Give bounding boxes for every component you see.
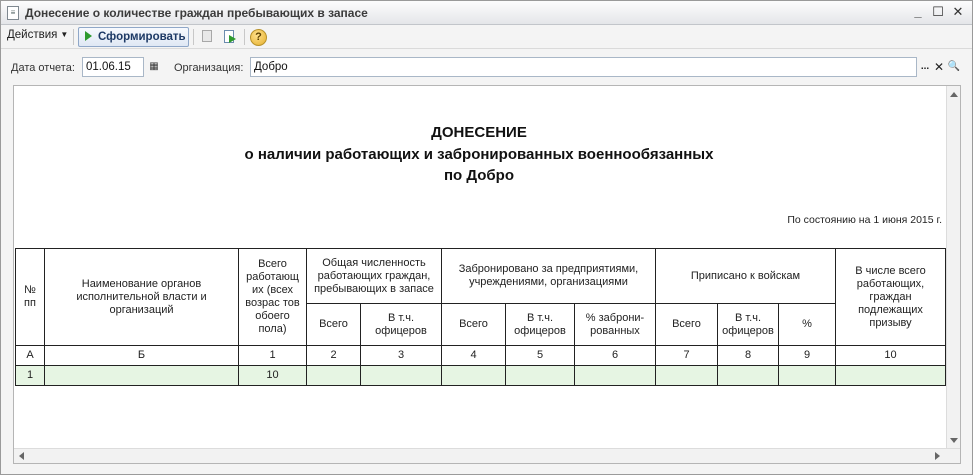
report-heading: ДОНЕСЕНИЕ [431, 124, 527, 141]
close-button[interactable]: ✕ [952, 4, 964, 19]
header-booked-percent: % заброни-рованных [575, 304, 656, 346]
table-cell[interactable] [506, 366, 575, 386]
header-booked-total: Всего [442, 304, 506, 346]
table-cell[interactable] [361, 366, 442, 386]
report-table [15, 248, 946, 386]
column-index: А [16, 346, 45, 366]
scroll-up-icon[interactable] [950, 92, 958, 97]
horizontal-scrollbar[interactable] [14, 448, 960, 463]
toolbar-separator [244, 29, 245, 45]
report-date-label: Дата отчета: [11, 62, 75, 74]
toolbar [1, 25, 972, 49]
play-icon [85, 31, 92, 41]
header-name: Наименование органов исполнительной власти и организаций [45, 249, 239, 346]
organization-label: Организация: [174, 62, 244, 74]
clear-icon[interactable]: ✕ [933, 60, 945, 74]
table-cell[interactable] [656, 366, 718, 386]
table-cell[interactable] [779, 366, 836, 386]
report-document[interactable] [13, 85, 961, 464]
header-booked-officers: В т.ч. офицеров [506, 304, 575, 346]
report-as-of-date: По состоянию на 1 июня 2015 г. [787, 214, 942, 226]
scroll-right-icon[interactable] [935, 452, 940, 460]
table-row[interactable] [16, 366, 946, 386]
toolbar-separator [193, 29, 194, 45]
table-cell[interactable] [442, 366, 506, 386]
column-index: 9 [779, 346, 836, 366]
open-icon[interactable]: 🔍 [947, 61, 961, 72]
chevron-down-icon: ▼ [60, 30, 69, 39]
column-index: Б [45, 346, 239, 366]
table-cell[interactable] [45, 366, 239, 386]
header-conscript: В числе всего работающих, граждан подлежащих призыву [836, 249, 946, 346]
actions-menu[interactable] [7, 29, 68, 41]
export-icon[interactable] [222, 29, 238, 45]
column-index-row [16, 346, 946, 366]
table-cell[interactable] [575, 366, 656, 386]
column-index: 6 [575, 346, 656, 366]
column-index: 10 [836, 346, 946, 366]
header-booked-group: Забронировано за предприятиями, учреждениями, организациями [442, 249, 656, 304]
filter-row [1, 50, 972, 82]
header-reserve-total: Всего [307, 304, 361, 346]
generate-button[interactable] [78, 27, 189, 47]
maximize-button[interactable]: ☐ [932, 4, 944, 19]
column-index: 3 [361, 346, 442, 366]
organization-field[interactable]: Добро [250, 57, 917, 77]
scroll-left-icon[interactable] [19, 452, 24, 460]
print-icon[interactable] [199, 29, 215, 45]
table-cell[interactable] [718, 366, 779, 386]
table-cell[interactable]: 1 [16, 366, 45, 386]
minimize-button[interactable]: _ [914, 4, 922, 19]
table-cell[interactable] [836, 366, 946, 386]
column-index: 5 [506, 346, 575, 366]
select-button[interactable]: ... [920, 61, 930, 72]
header-reserve-group: Общая численность работающих граждан, пребывающих в запасе [307, 249, 442, 304]
report-date-field[interactable]: 01.06.15 [82, 57, 144, 77]
calendar-icon[interactable]: ▦ [149, 61, 159, 72]
header-assigned-officers: В т.ч. офицеров [718, 304, 779, 346]
actions-menu-label: Действия [7, 29, 58, 41]
header-total: Всего работающ их (всех возрас тов обоего пола) [239, 249, 307, 346]
generate-button-label: Сформировать [98, 31, 186, 43]
vertical-scrollbar[interactable] [946, 86, 960, 449]
report-organization: по Добро [443, 167, 514, 184]
report-subheading: о наличии работающих и забронированных военнообязанных [244, 146, 714, 163]
column-index: 4 [442, 346, 506, 366]
table-cell[interactable]: 10 [239, 366, 307, 386]
document-icon: ≡ [7, 6, 19, 20]
header-assigned-percent: % [779, 304, 836, 346]
header-assigned-group: Приписано к войскам [656, 249, 836, 304]
window-controls [910, 3, 966, 21]
column-index: 2 [307, 346, 361, 366]
toolbar-separator [73, 29, 74, 45]
column-index: 1 [239, 346, 307, 366]
header-pp: № пп [16, 249, 45, 346]
help-icon[interactable]: ? [250, 29, 267, 46]
header-reserve-officers: В т.ч. офицеров [361, 304, 442, 346]
window-title: Донесение о количестве граждан пребывающих в запасе [25, 6, 368, 20]
header-assigned-total: Всего [656, 304, 718, 346]
table-cell[interactable] [307, 366, 361, 386]
scroll-down-icon[interactable] [950, 438, 958, 443]
column-index: 8 [718, 346, 779, 366]
column-index: 7 [656, 346, 718, 366]
title-bar [1, 1, 972, 25]
